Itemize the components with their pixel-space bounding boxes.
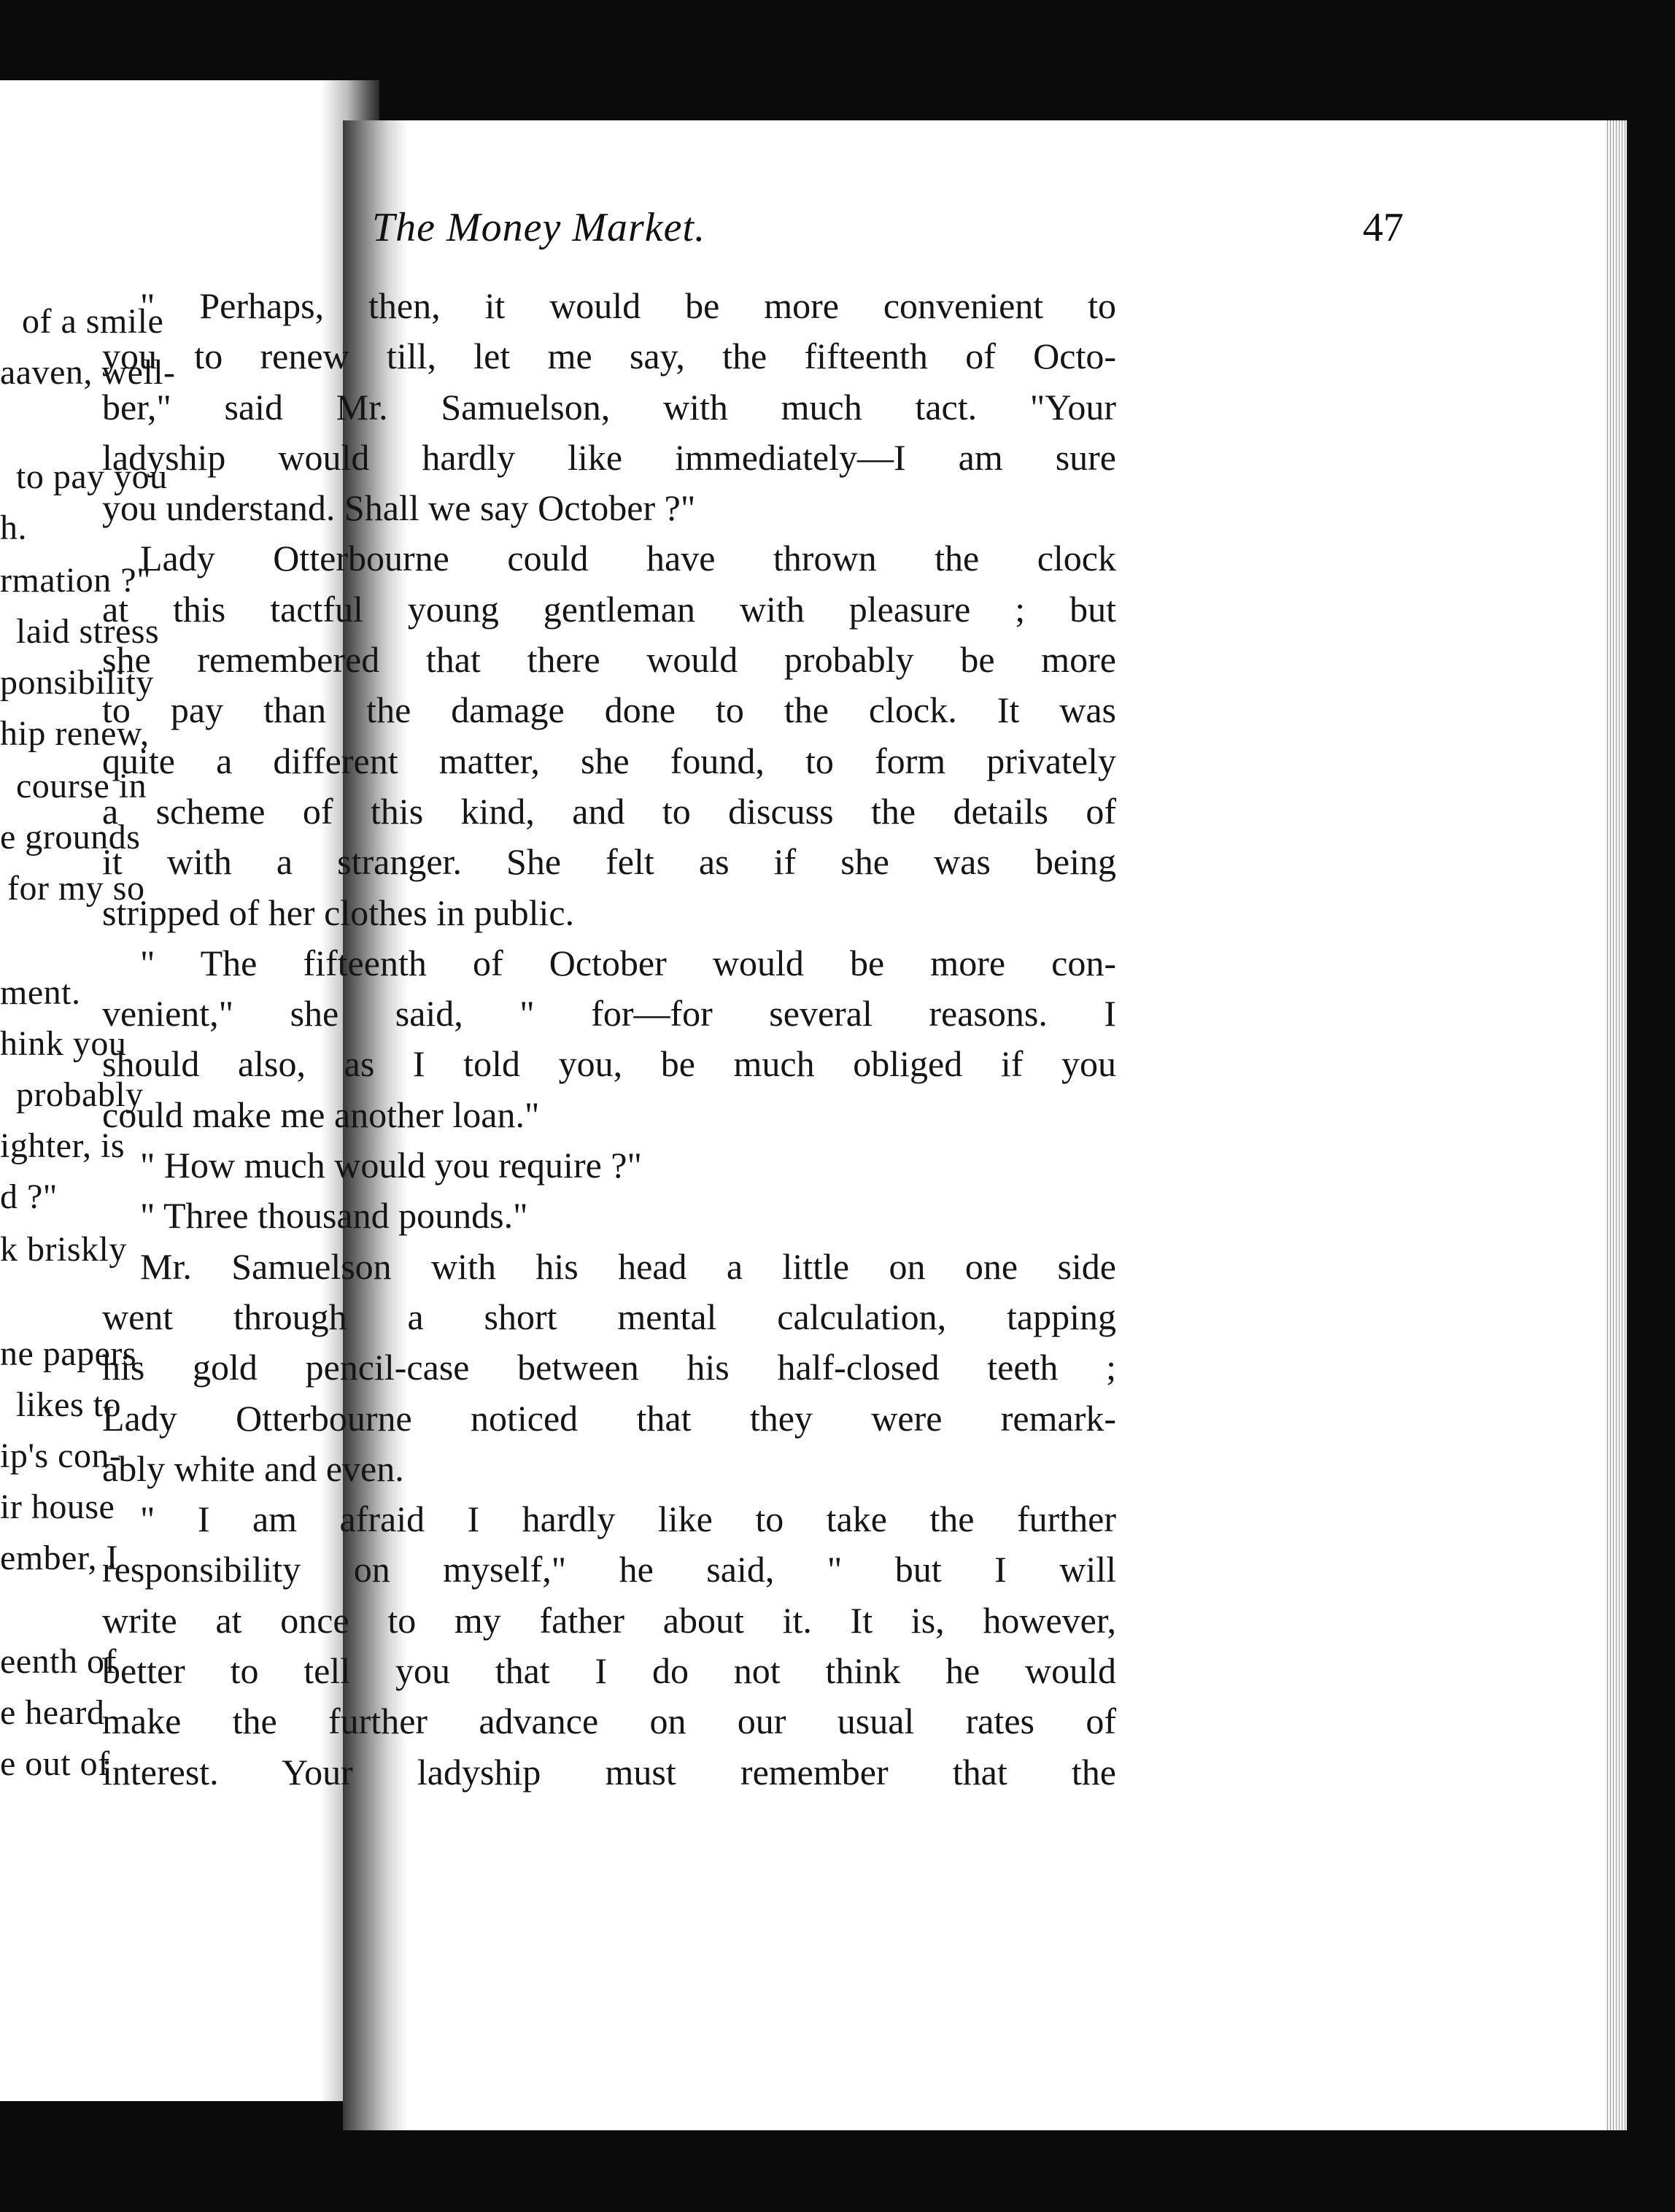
text-line: stripped of her clothes in public. — [102, 892, 575, 933]
text-line: could make me another loan." — [102, 1094, 540, 1135]
left-page-line: probably — [16, 1075, 144, 1114]
left-page-line: e grounds — [0, 818, 141, 856]
text-line: his gold pencil-case between his half-closed teeth ; — [102, 1347, 1116, 1388]
left-page-line: hink you — [0, 1024, 127, 1063]
text-line: you understand. Shall we say October ?" — [102, 487, 696, 529]
left-page-line: ighter, is — [0, 1126, 125, 1165]
left-page-line: d ?" — [0, 1177, 58, 1216]
text-line: write at once to my father about it. It is, however, — [102, 1599, 1116, 1641]
left-page-line: h. — [0, 508, 27, 547]
left-page-line: ir house — [0, 1488, 115, 1526]
text-line: responsibility on myself," he said, " but I will — [102, 1549, 1116, 1590]
text-line: " Three thousand pounds." — [140, 1195, 528, 1237]
text-line: at this tactful young gentleman with pleasure ; but — [102, 588, 1116, 630]
text-line: went through a short mental calculation, tapping — [102, 1296, 1116, 1337]
left-page-line: rmation ?" — [0, 561, 152, 600]
text-line: to pay than the damage done to the clock. It was — [102, 689, 1116, 731]
left-page-line: ember, I — [0, 1539, 118, 1577]
text-line: " The fifteenth of October would be more con- — [140, 942, 1116, 983]
text-line: you to renew till, let me say, the fifteenth of Octo- — [102, 336, 1116, 377]
left-page-line: ip's con- — [0, 1436, 122, 1475]
left-page-line: eenth of — [0, 1642, 117, 1681]
left-page-line: ne papers — [0, 1334, 137, 1373]
running-title: The Money Market. — [372, 205, 706, 250]
text-line: ber," said Mr. Samuelson, with much tact. "Your — [102, 386, 1116, 428]
body-text — [102, 281, 1116, 1798]
text-line: ably white and even. — [102, 1447, 404, 1489]
left-page-line: e out of — [0, 1744, 110, 1783]
left-page-line: course in — [16, 767, 147, 805]
left-page-line: aaven, well- — [0, 353, 176, 392]
text-line: interest. Your ladyship must remember that the — [102, 1751, 1116, 1793]
text-line: ladyship would hardly like immediately—I am sure — [102, 436, 1116, 478]
text-line: it with a stranger. She felt as if she was being — [102, 841, 1116, 883]
text-line: better to tell you that I do not think he would — [102, 1650, 1116, 1692]
text-line: a scheme of this kind, and to discuss the details of — [102, 790, 1116, 832]
text-line: quite a different matter, she found, to form privately — [102, 740, 1116, 781]
left-page-line: for my so — [7, 869, 145, 908]
text-line: Mr. Samuelson with his head a little on one side — [140, 1245, 1116, 1287]
left-page-line: ponsibility — [0, 663, 154, 702]
text-line: Lady Otterbourne could have thrown the clock — [140, 538, 1116, 579]
text-line: Lady Otterbourne noticed that they were remark- — [102, 1397, 1116, 1439]
running-head — [372, 204, 1404, 255]
left-page-line: e heard — [0, 1693, 105, 1732]
left-page-line: laid stress — [16, 612, 160, 651]
text-line: " Perhaps, then, it would be more convenient to — [140, 285, 1116, 326]
page-number: 47 — [1363, 205, 1404, 250]
left-page-line: to pay you — [16, 457, 168, 496]
left-page-line: likes to — [16, 1385, 121, 1424]
left-page-line: k briskly — [0, 1230, 127, 1269]
left-page-line: ment. — [0, 973, 81, 1012]
page-edge-stack — [1605, 120, 1627, 2130]
left-page-line: hip renew, — [0, 714, 150, 753]
left-page-line: of a smile — [22, 302, 164, 341]
text-line: venient," she said, " for—for several reasons. I — [102, 993, 1116, 1035]
text-line: make the further advance on our usual rates of — [102, 1701, 1116, 1742]
text-line: should also, as I told you, be much obliged if you — [102, 1043, 1116, 1085]
text-line: she remembered that there would probably be more — [102, 639, 1116, 681]
text-line: " I am afraid I hardly like to take the further — [140, 1498, 1116, 1540]
text-line: " How much would you require ?" — [140, 1145, 642, 1186]
